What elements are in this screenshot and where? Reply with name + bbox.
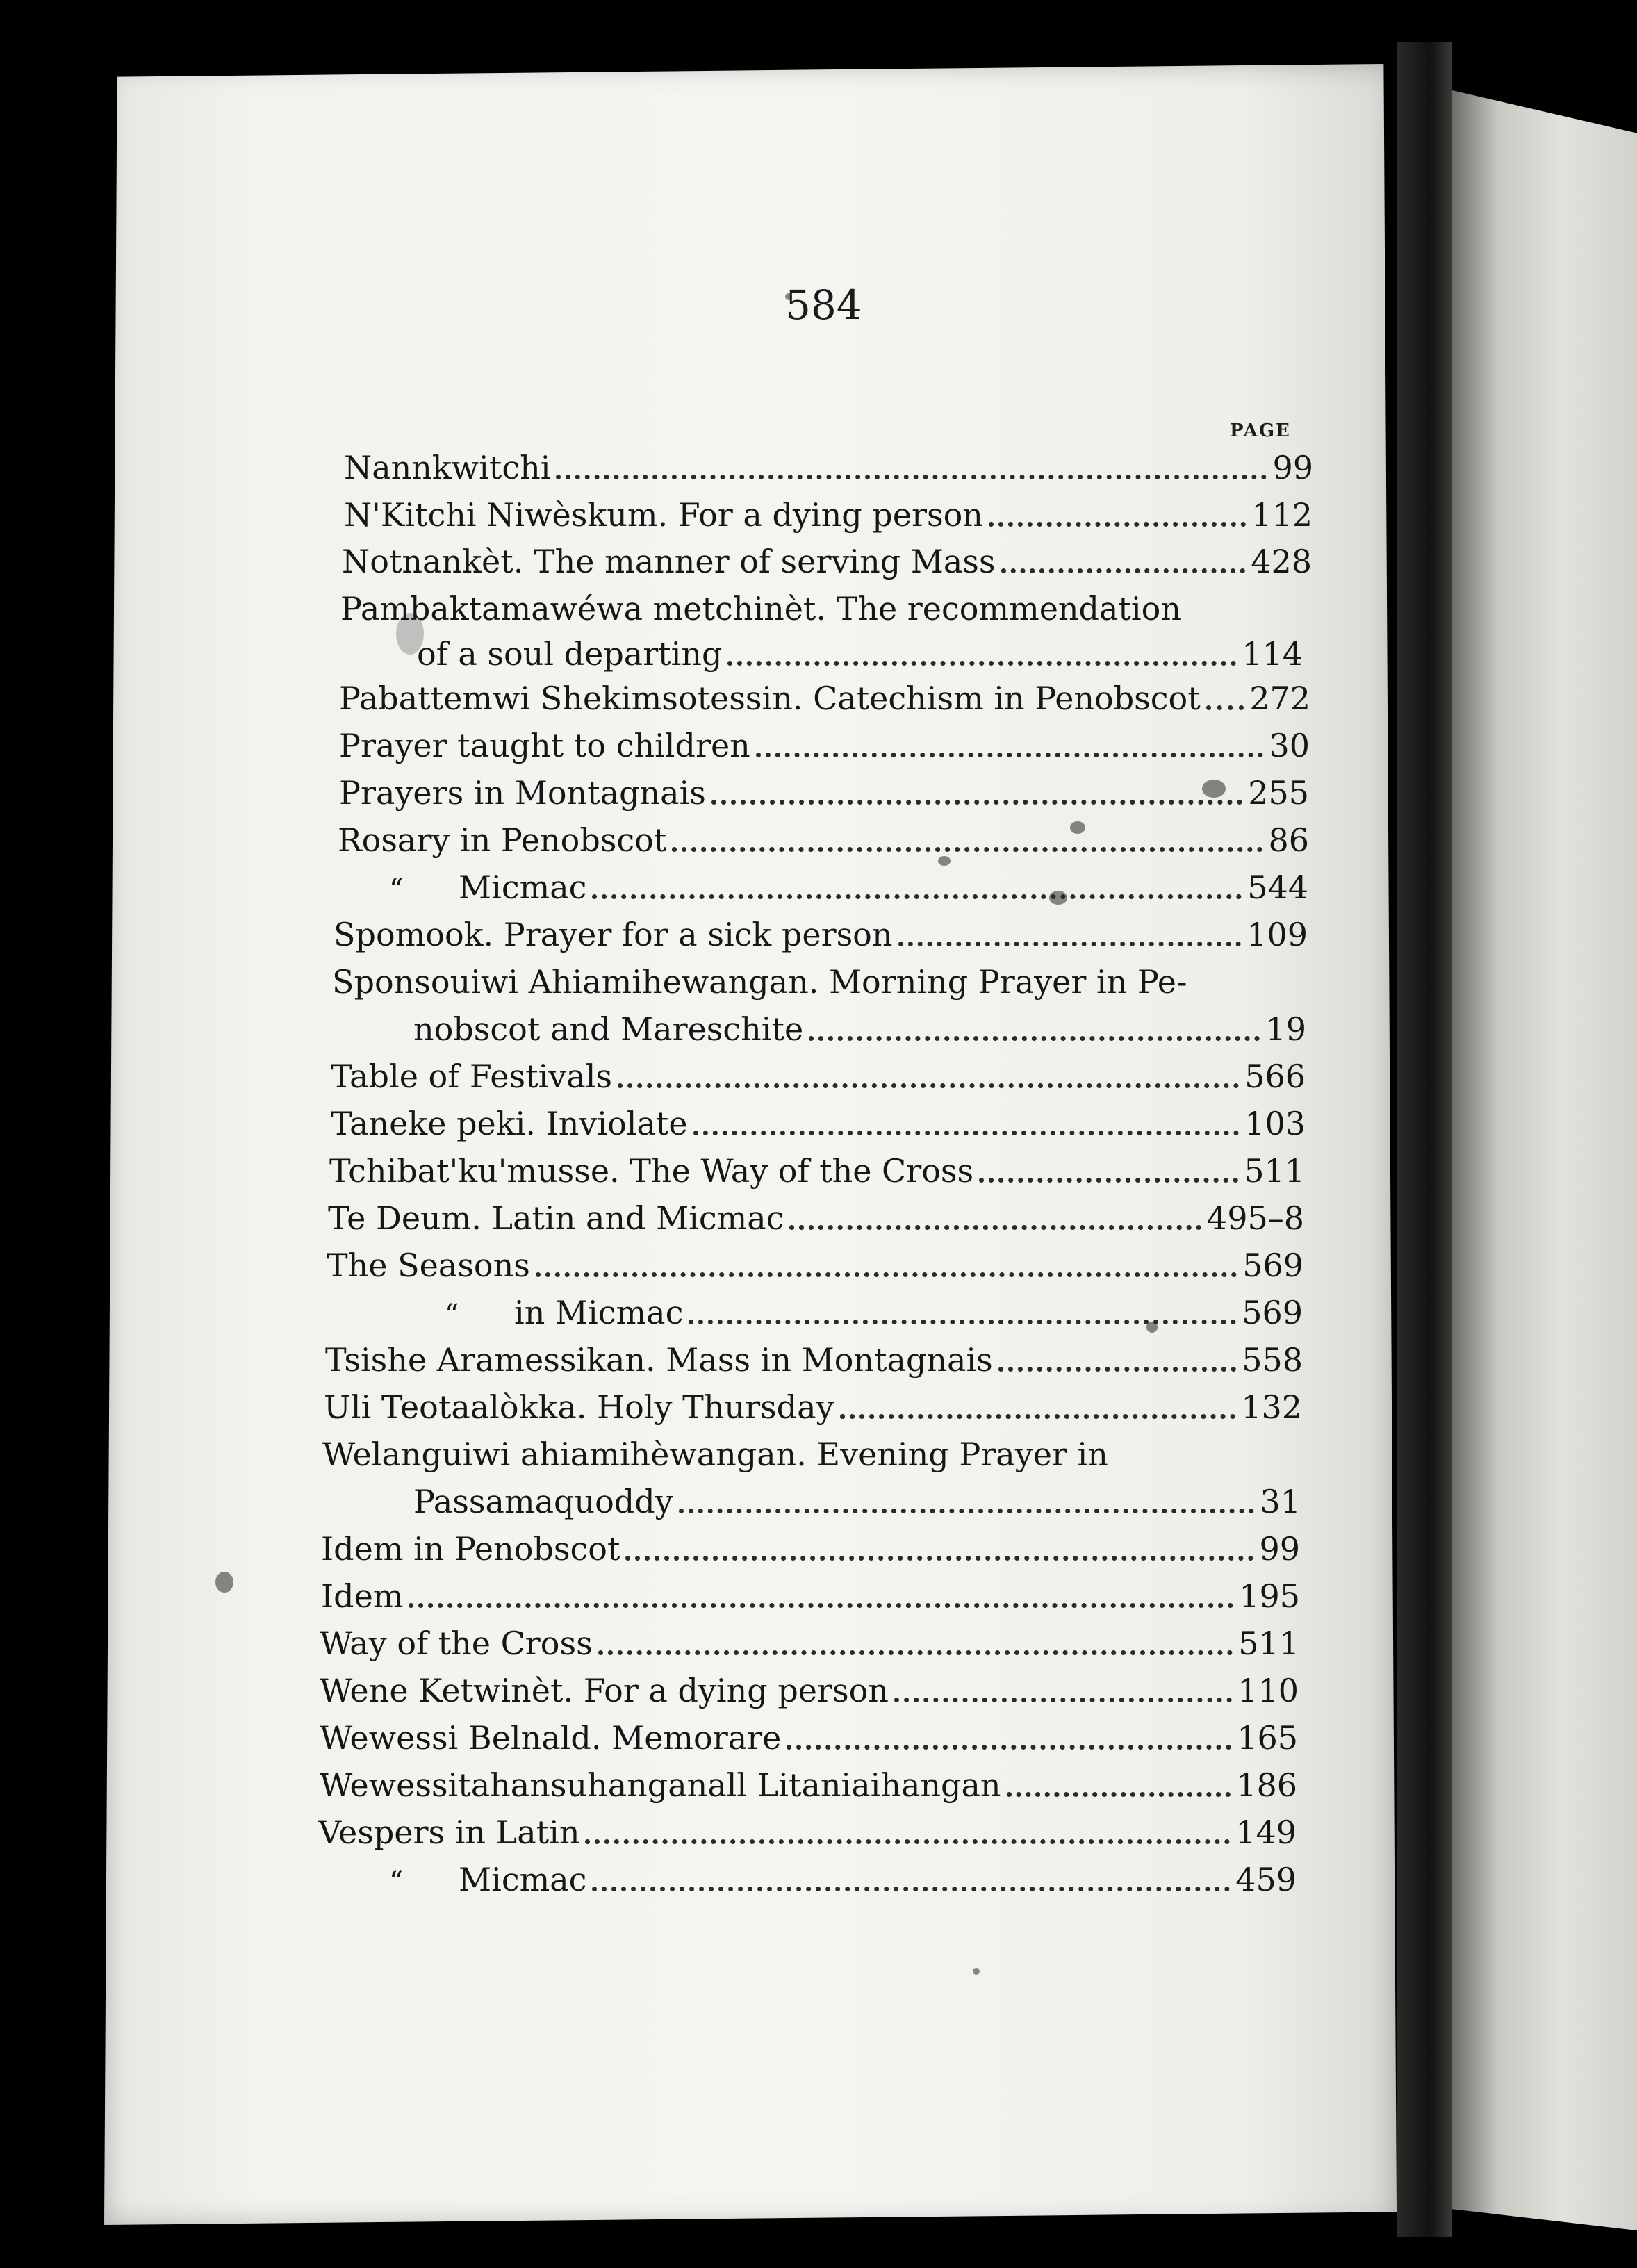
entry-title [320, 1625, 593, 1662]
entry-title [389, 869, 586, 906]
entry-title [334, 916, 893, 953]
entry-page-number: 272 [1249, 680, 1310, 717]
entry-title [325, 1341, 993, 1379]
entry-title-text: Tchibat'ku'musse. The Way of the Cross [329, 1152, 974, 1190]
entry-page-number: 544 [1247, 869, 1308, 906]
index-entry [445, 1290, 1303, 1331]
entry-title-text: Wewessi Belnald. Memorare [320, 1719, 782, 1757]
index-entry [417, 631, 1303, 673]
leader-dots [1206, 705, 1244, 710]
entry-title-text: Te Deum. Latin and Micmac [328, 1199, 784, 1237]
leader-dots [727, 661, 1236, 666]
leader-dots [585, 1839, 1230, 1844]
index-entry [324, 1384, 1302, 1426]
entry-title-text: Prayer taught to children [339, 727, 750, 764]
entry-title [331, 1105, 688, 1142]
index-entry [325, 1337, 1303, 1379]
entry-title [339, 774, 706, 812]
entry-page-number: 558 [1242, 1341, 1303, 1379]
entry-title [318, 1814, 579, 1851]
entry-title [327, 1247, 530, 1284]
entry-page-number: 19 [1265, 1010, 1306, 1048]
entry-title-text: Taneke peki. Inviolate [331, 1105, 688, 1142]
index-entry [320, 1620, 1299, 1662]
entry-page-number: 99 [1272, 449, 1313, 486]
entry-title-text: Prayers in Montagnais [339, 774, 706, 812]
leader-dots [672, 847, 1262, 852]
index-entry [413, 1479, 1301, 1520]
leader-dots [618, 1083, 1239, 1088]
leader-dots [1001, 568, 1246, 573]
entry-title-text: Sponsouiwi Ahiamihewangan. Morning Prayer in Pe- [332, 963, 1187, 1001]
entry-page-number: 569 [1242, 1247, 1303, 1284]
entry-title [389, 1861, 586, 1898]
index-entry [339, 770, 1309, 812]
ditto-mark: “ [445, 1299, 459, 1331]
index-entry [329, 1148, 1305, 1190]
leader-dots [679, 1509, 1255, 1513]
entry-title-text: Vespers in Latin [318, 1814, 580, 1851]
index-entry [327, 1242, 1303, 1284]
index-entry [321, 1573, 1300, 1615]
index-entry [320, 1762, 1297, 1804]
entry-title-text: N'Kitchi Niwèskum. For a dying person [344, 496, 983, 534]
page-column-heading: PAGE [1230, 420, 1291, 441]
leader-dots [787, 1745, 1231, 1750]
entry-page-number: 110 [1237, 1672, 1299, 1709]
entry-title [324, 1388, 834, 1426]
entry-title [339, 727, 750, 764]
index-entry [320, 1668, 1299, 1709]
index-entry [344, 445, 1313, 486]
index-entry [413, 1006, 1306, 1048]
index-entry [340, 586, 1312, 627]
leader-dots [592, 1887, 1230, 1891]
entry-title-text: Table of Festivals [331, 1058, 613, 1095]
entry-page-number: 428 [1251, 543, 1312, 580]
index-entry [389, 1857, 1297, 1898]
leader-dots [756, 753, 1264, 757]
index-entry [344, 492, 1313, 534]
leader-dots [998, 1367, 1236, 1372]
index-entry [389, 864, 1308, 906]
index-entry [318, 1809, 1297, 1851]
leader-dots [693, 1131, 1240, 1135]
entry-page-number: 511 [1238, 1625, 1299, 1662]
index-entry [321, 1526, 1300, 1568]
leader-dots [989, 522, 1246, 527]
ditto-mark: “ [389, 873, 404, 905]
entry-title-text: Uli Teotaalòkka. Holy Thursday [324, 1388, 834, 1426]
entry-page-number: 195 [1239, 1577, 1300, 1615]
entry-title-text: Wene Ketwinèt. For a dying person [320, 1672, 889, 1709]
entry-page-number: 495–8 [1206, 1199, 1304, 1237]
entry-title [344, 496, 983, 534]
leader-dots [625, 1556, 1253, 1561]
entry-title-text: Notnankèt. The manner of serving Mass [342, 543, 996, 580]
entry-title-text: Pambaktamawéwa metchinèt. The recommendation [340, 590, 1181, 627]
index-entry [331, 1101, 1306, 1142]
entry-title-text: Rosary in Penobscot [338, 821, 667, 859]
entry-title-text: in Micmac [514, 1294, 684, 1331]
index-entry [334, 912, 1308, 953]
entry-title [413, 1010, 803, 1048]
entry-title [328, 1199, 784, 1237]
entry-title-text: Spomook. Prayer for a sick person [334, 916, 893, 953]
entry-title [338, 821, 666, 859]
entry-title [417, 635, 722, 673]
entry-title-text: Tsishe Aramessikan. Mass in Montagnais [325, 1341, 993, 1379]
entry-title [332, 963, 1187, 1001]
entry-title-text: The Seasons [327, 1247, 530, 1284]
entry-page-number: 186 [1236, 1766, 1297, 1804]
index-entry [338, 817, 1309, 859]
leader-dots [789, 1225, 1201, 1230]
entry-page-number: 149 [1235, 1814, 1297, 1851]
leader-dots [894, 1698, 1232, 1702]
entry-page-number: 255 [1248, 774, 1309, 812]
index-entry [332, 959, 1307, 1001]
entry-page-number: 30 [1269, 727, 1310, 764]
entry-title [445, 1294, 683, 1331]
index-entry [339, 675, 1310, 717]
entry-title [322, 1436, 1108, 1473]
index-entry [320, 1715, 1298, 1757]
entry-title [320, 1672, 889, 1709]
entry-page-number: 103 [1244, 1105, 1306, 1142]
entry-title [344, 449, 550, 486]
entry-title [329, 1152, 973, 1190]
page-number: 584 [785, 281, 862, 329]
entry-page-number: 566 [1244, 1058, 1306, 1095]
entry-title-text: Way of the Cross [320, 1625, 593, 1662]
entry-page-number: 31 [1260, 1483, 1301, 1520]
leader-dots [409, 1603, 1233, 1608]
entry-title [320, 1766, 1001, 1804]
entry-page-number: 109 [1247, 916, 1308, 953]
leader-dots [689, 1320, 1236, 1324]
entry-title [342, 543, 996, 580]
entry-title-text: of a soul departing [417, 635, 723, 673]
entry-title-text: Wewessitahansuhanganall Litaniaihangan [320, 1766, 1001, 1804]
entry-title [321, 1577, 403, 1615]
index-entry [328, 1195, 1304, 1237]
entry-title-text: Welanguiwi ahiamihèwangan. Evening Prayer in [322, 1436, 1108, 1473]
entry-title [320, 1719, 781, 1757]
entry-page-number: 511 [1244, 1152, 1305, 1190]
entry-title-text: Nannkwitchi [344, 449, 551, 486]
entry-page-number: 459 [1235, 1861, 1297, 1898]
leader-dots [598, 1650, 1233, 1655]
entry-title-text: Micmac [459, 1861, 587, 1898]
entry-page-number: 112 [1251, 496, 1313, 534]
leader-dots [536, 1272, 1237, 1277]
entry-title [413, 1483, 673, 1520]
entry-title-text: Idem in Penobscot [321, 1530, 620, 1568]
index-entry [339, 723, 1310, 764]
entry-title-text: Micmac [459, 869, 587, 906]
leader-dots [1007, 1792, 1231, 1797]
entry-page-number: 114 [1242, 635, 1303, 673]
leader-dots [809, 1036, 1260, 1041]
entry-title [321, 1530, 620, 1568]
index-entry [342, 539, 1312, 580]
leader-dots [898, 942, 1242, 946]
entry-title-text: Passamaquoddy [413, 1483, 673, 1520]
entry-title [339, 680, 1201, 717]
entry-title-text: Pabattemwi Shekimsotessin. Catechism in Penobscot [339, 680, 1201, 717]
entry-page-number: 99 [1259, 1530, 1300, 1568]
entry-page-number: 86 [1268, 821, 1309, 859]
leader-dots [592, 894, 1242, 899]
entry-page-number: 165 [1237, 1719, 1298, 1757]
index-entry [322, 1431, 1301, 1473]
entry-title [340, 590, 1181, 627]
entry-title-text: Idem [321, 1577, 404, 1615]
leader-dots [556, 475, 1267, 479]
entry-page-number: 132 [1241, 1388, 1302, 1426]
index-entry [331, 1053, 1306, 1095]
leader-dots [979, 1178, 1238, 1183]
entry-title [331, 1058, 612, 1095]
leader-dots [840, 1414, 1236, 1419]
ditto-mark: “ [389, 1866, 404, 1898]
entry-page-number: 569 [1242, 1294, 1303, 1331]
entry-title-text: nobscot and Mareschite [413, 1010, 804, 1048]
leader-dots [711, 800, 1242, 805]
